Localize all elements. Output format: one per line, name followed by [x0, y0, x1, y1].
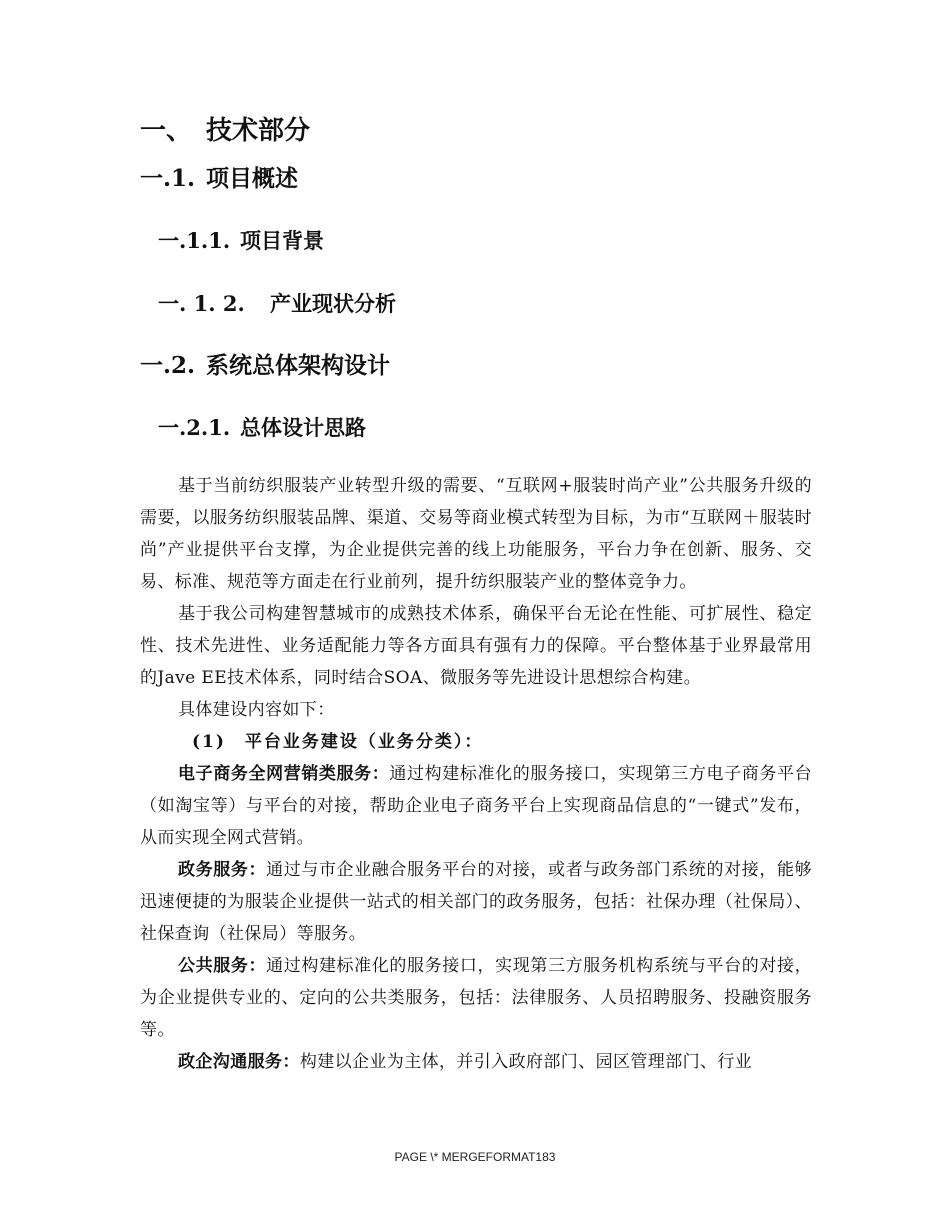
paragraph-ecommerce: [140, 758, 812, 854]
term-public: 公共服务：: [178, 956, 267, 976]
page-footer: PAGE \* MERGEFORMAT183: [394, 1150, 556, 1164]
heading-text: 技术部分: [206, 116, 311, 146]
heading-number: 一.1.: [140, 165, 196, 192]
heading-number: 一.2.: [140, 352, 196, 379]
paragraph-public: [140, 950, 812, 1046]
desc-communication: 构建以企业为主体，并引入政府部门、园区管理部门、行业: [299, 1052, 753, 1072]
paragraph-content-lead: 具体建设内容如下：: [178, 700, 335, 720]
heading-level3-industry-analysis: [158, 288, 396, 318]
heading-level2-architecture: [140, 347, 390, 380]
heading-text: 总体设计思路: [240, 415, 366, 440]
heading-number: 一、: [140, 116, 193, 146]
heading-level3-background: [158, 225, 324, 255]
paragraph-intro: 基于当前纺织服装产业转型升级的需要、“互联网+服装时尚产业”公共服务升级的需要，以服务纺织服装品牌、渠道、交易等商业模式转型为目标，为市“互联网＋服装时尚”产业提供平台支撑，为企业提供完善的线上功能服务，平台力争在创新、服务、交易、标准、规范等方面走在行业前列，提升纺织服装产业的整体竞争力。: [140, 476, 812, 592]
heading-level3-design-idea: [158, 412, 366, 442]
desc-government: 通过与市企业融合服务平台的对接，或者与政务部门系统的对接，能够迅速便捷的为服装企业提供一站式的相关部门的政务服务，包括：社保办理（社保局）、社保查询（社保局）等服务。: [140, 860, 813, 944]
body-text: [140, 470, 812, 1078]
heading-text: 项目背景: [240, 228, 324, 253]
heading-level1: [140, 110, 310, 147]
term-communication: 政企沟通服务：: [178, 1052, 300, 1072]
heading-number: 一.1.1.: [158, 228, 231, 253]
paragraph-government: [140, 854, 812, 950]
heading-number: 一.2.1.: [158, 415, 231, 440]
heading-level2-overview: [140, 160, 298, 193]
desc-ecommerce: 通过构建标准化的服务接口，实现第三方电子商务平台（如淘宝等）与平台的对接，帮助企业电子商务平台上实现商品信息的“一键式”发布，从而实现全网式营销。: [140, 764, 812, 848]
paragraph-tech: 基于我公司构建智慧城市的成熟技术体系，确保平台无论在性能、可扩展性、稳定性、技术先进性、业务适配能力等各方面具有强有力的保障。平台整体基于业界最常用的Jave EE技术体系，同时结合SOA、微服务等先进设计思想综合构建。: [140, 604, 812, 688]
list-item-business: (1) 平台业务建设（业务分类）：: [192, 732, 484, 752]
heading-number: 一. 1. 2.: [158, 291, 245, 316]
heading-text: 系统总体架构设计: [206, 352, 390, 379]
desc-public: 通过构建标准化的服务接口，实现第三方服务机构系统与平台的对接，为企业提供专业的、定向的公共类服务，包括：法律服务、人员招聘服务、投融资服务等。: [140, 956, 813, 1040]
term-government: 政务服务：: [178, 860, 267, 880]
term-ecommerce: 电子商务全网营销类服务：: [178, 764, 390, 784]
heading-text: 项目概述: [206, 165, 298, 192]
paragraph-communication: [140, 1046, 812, 1078]
heading-text: 产业现状分析: [270, 291, 396, 316]
